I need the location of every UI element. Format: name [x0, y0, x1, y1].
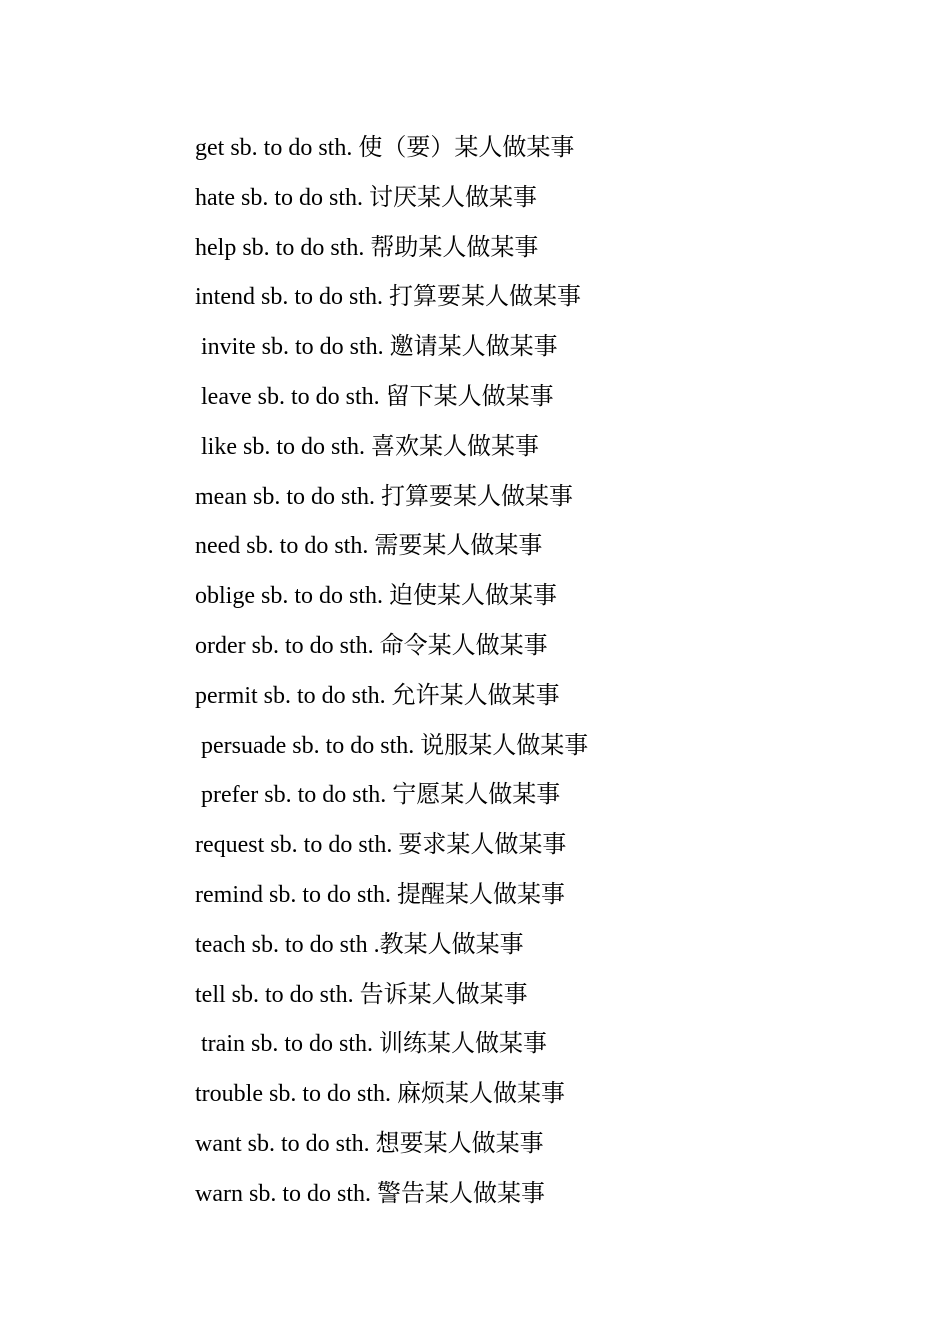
phrase-line-intend: intend sb. to do sth. 打算要某人做某事: [195, 284, 582, 311]
phrase-line-trouble: trouble sb. to do sth. 麻烦某人做某事: [195, 1081, 565, 1108]
phrase-line-permit: permit sb. to do sth. 允许某人做某事: [195, 682, 560, 709]
phrase-line-want: want sb. to do sth. 想要某人做某事: [195, 1130, 544, 1157]
phrase-line-leave: leave sb. to do sth. 留下某人做某事: [195, 383, 554, 410]
phrase-line-train: train sb. to do sth. 训练某人做某事: [195, 1031, 547, 1058]
phrase-line-prefer: prefer sb. to do sth. 宁愿某人做某事: [195, 782, 561, 809]
phrase-line-get: get sb. to do sth. 使（要）某人做某事: [195, 135, 575, 161]
phrase-line-teach: teach sb. to do sth .教某人做某事: [195, 931, 524, 958]
phrase-line-remind: remind sb. to do sth. 提醒某人做某事: [195, 881, 565, 908]
phrase-line-oblige: oblige sb. to do sth. 迫使某人做某事: [195, 583, 558, 610]
phrase-line-help: help sb. to do sth. 帮助某人做某事: [195, 234, 539, 261]
phrase-line-request: request sb. to do sth. 要求某人做某事: [195, 832, 567, 859]
phrase-line-need: need sb. to do sth. 需要某人做某事: [195, 533, 543, 560]
phrase-line-hate: hate sb. to do sth. 讨厌某人做某事: [195, 184, 537, 211]
phrase-line-warn: warn sb. to do sth. 警告某人做某事: [195, 1180, 545, 1207]
phrase-line-order: order sb. to do sth. 命令某人做某事: [195, 632, 548, 659]
phrase-list: [195, 130, 895, 1226]
phrase-line-persuade: persuade sb. to do sth. 说服某人做某事: [195, 732, 589, 759]
phrase-line-like: like sb. to do sth. 喜欢某人做某事: [195, 433, 540, 460]
phrase-line-tell: tell sb. to do sth. 告诉某人做某事: [195, 981, 528, 1008]
phrase-line-mean: mean sb. to do sth. 打算要某人做某事: [195, 483, 573, 510]
phrase-line-invite: invite sb. to do sth. 邀请某人做某事: [195, 334, 558, 361]
